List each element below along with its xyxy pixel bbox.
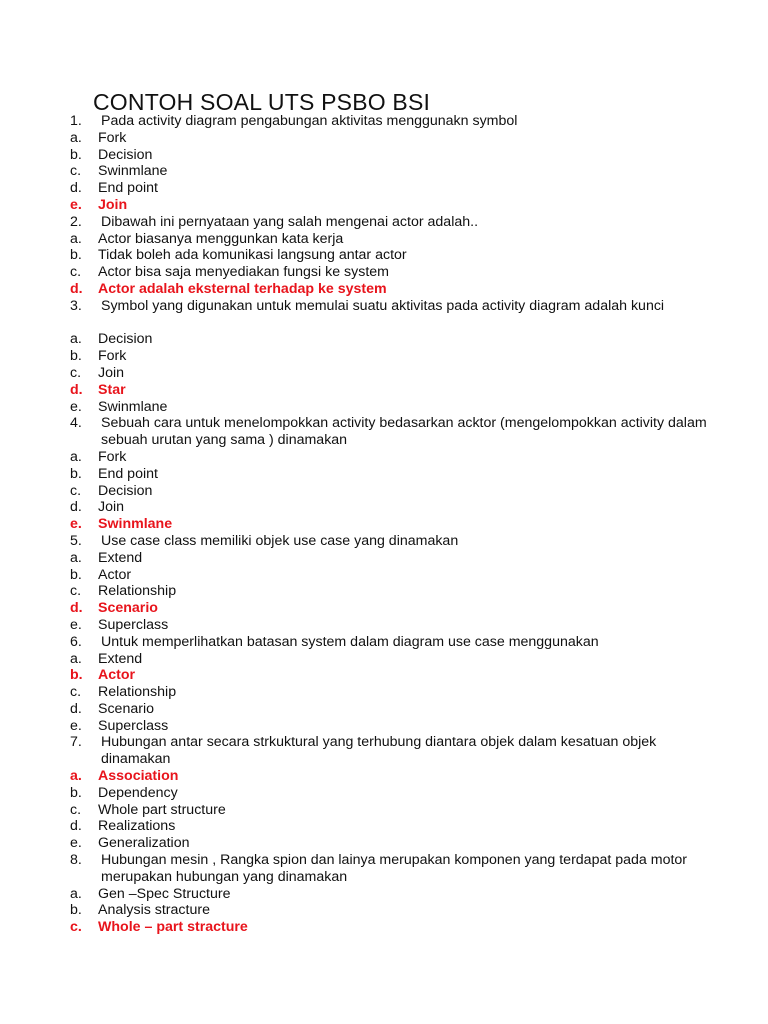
question-1-option-b [70, 147, 710, 164]
option-letter: c. [70, 364, 82, 381]
question-number: 8. [70, 852, 82, 869]
option-letter: b. [70, 348, 82, 365]
question-8-option-a [70, 886, 710, 903]
option-text: Whole part structure [98, 801, 226, 818]
question-number: 1. [70, 113, 82, 129]
option-letter: a. [70, 448, 82, 465]
option-letter: c. [70, 482, 82, 499]
answer-text: Join [98, 196, 128, 213]
question-7-option-b [70, 785, 710, 802]
question-1 [70, 113, 710, 130]
option-text: Gen –Spec Structure [98, 885, 231, 902]
question-4-answer-e [70, 516, 710, 533]
option-letter: a. [70, 768, 82, 785]
option-letter: b. [70, 784, 82, 801]
question-1-option-c [70, 163, 710, 180]
option-text: Scenario [98, 700, 154, 717]
question-3-option-b [70, 348, 710, 365]
answer-text: Whole – part stracture [98, 919, 248, 936]
option-letter: a. [70, 331, 82, 348]
option-text: Generalization [98, 835, 190, 852]
question-text: Symbol yang digunakan untuk memulai suatu aktivitas pada activity diagram adalah kunci [101, 297, 665, 314]
question-5-option-e [70, 617, 710, 634]
question-5-answer-d [70, 600, 710, 617]
question-5-option-a [70, 550, 710, 567]
option-text: Analysis stracture [98, 902, 210, 919]
question-7-answer-a [70, 768, 710, 785]
question-text: Use case class memiliki objek use case yang dinamakan [101, 532, 459, 549]
option-letter: e. [70, 196, 82, 213]
option-letter: d. [70, 600, 83, 617]
option-text: Tidak boleh ada komunikasi langsung antar actor [98, 247, 407, 264]
question-7 [70, 734, 710, 768]
answer-text: Association [98, 768, 179, 785]
question-3-option-e [70, 399, 710, 416]
question-3-answer-d [70, 382, 710, 399]
option-letter: a. [70, 885, 82, 902]
option-text: Decision [98, 146, 153, 163]
option-text: Extend [98, 650, 143, 667]
question-text: Hubungan mesin , Rangka spion dan lainya merupakan komponen yang terdapat pada motor merupakan hubungan yang dinamakan [101, 852, 688, 885]
question-4-option-b [70, 466, 710, 483]
option-letter: a. [70, 549, 82, 566]
question-5-option-c [70, 583, 710, 600]
document-title: CONTOH SOAL UTS PSBO BSI [93, 89, 431, 115]
option-text: Relationship [98, 583, 177, 600]
question-4-option-d [70, 499, 710, 516]
option-text: Decision [98, 482, 153, 499]
answer-text: Actor adalah eksternal terhadap ke system [98, 280, 387, 297]
option-text: Join [98, 499, 125, 516]
option-letter: a. [70, 650, 82, 667]
question-number: 2. [70, 213, 82, 230]
option-text: Swinmlane [98, 398, 168, 415]
question-number: 5. [70, 532, 82, 549]
question-3-option-c [70, 365, 710, 382]
question-6-option-c [70, 684, 710, 701]
question-number: 7. [70, 734, 82, 751]
option-letter: b. [70, 902, 82, 919]
option-letter: d. [70, 700, 82, 717]
option-letter: b. [70, 146, 82, 163]
option-letter: c. [70, 801, 82, 818]
option-text: Extend [98, 549, 143, 566]
option-letter: e. [70, 616, 82, 633]
question-8 [70, 852, 710, 886]
question-8-option-b [70, 902, 710, 919]
question-1-answer-e [70, 197, 710, 214]
option-letter: c. [70, 163, 82, 180]
question-3 [70, 298, 710, 332]
option-text: Join [98, 364, 125, 381]
option-text: Actor [98, 566, 132, 583]
option-letter: e. [70, 717, 82, 734]
question-4 [70, 415, 710, 449]
question-2-option-b [70, 247, 710, 264]
question-4-option-a [70, 449, 710, 466]
question-6 [70, 634, 710, 651]
option-letter: a. [70, 129, 82, 146]
option-text: Superclass [98, 717, 169, 734]
option-text: End point [98, 465, 158, 482]
question-number: 6. [70, 633, 82, 650]
question-7-option-c [70, 802, 710, 819]
question-7-option-e [70, 835, 710, 852]
answer-text: Actor [98, 667, 136, 684]
option-letter: b. [70, 465, 82, 482]
question-1-option-a [70, 130, 710, 147]
option-text: Actor bisa saja menyediakan fungsi ke system [98, 264, 389, 281]
option-letter: e. [70, 516, 82, 533]
option-text: Fork [98, 448, 127, 465]
question-text: Sebuah cara untuk menelompokkan activity bedasarkan acktor (mengelompokkan activity dalam sebuah urutan yang sama ) dinamakan [101, 415, 707, 449]
question-6-option-d [70, 701, 710, 718]
option-letter: c. [70, 583, 82, 600]
question-number: 3. [70, 297, 82, 314]
question-2-option-c [70, 264, 710, 281]
option-letter: d. [70, 818, 82, 835]
option-text: Fork [98, 129, 127, 146]
option-letter: d. [70, 499, 82, 516]
option-text: Realizations [98, 818, 176, 835]
option-letter: c. [70, 684, 82, 701]
option-text: Decision [98, 331, 153, 348]
question-6-answer-b [70, 667, 710, 684]
option-text: Relationship [98, 684, 177, 701]
option-text: Swinmlane [98, 163, 168, 180]
option-letter: d. [70, 280, 83, 297]
option-text: Dependency [98, 784, 178, 801]
question-2-answer-d [70, 281, 710, 298]
option-letter: e. [70, 398, 82, 415]
option-letter: b. [70, 667, 83, 684]
option-text: Superclass [98, 616, 169, 633]
question-2 [70, 214, 710, 231]
question-6-option-a [70, 651, 710, 668]
answer-text: Scenario [98, 600, 158, 617]
question-6-option-e [70, 718, 710, 735]
option-letter: e. [70, 835, 82, 852]
option-letter: d. [70, 381, 83, 398]
question-5 [70, 533, 710, 550]
question-7-option-d [70, 818, 710, 835]
question-5-option-b [70, 567, 710, 584]
answer-text: Star [98, 381, 126, 398]
question-2-option-a [70, 231, 710, 248]
option-letter: b. [70, 247, 82, 264]
option-text: Fork [98, 348, 127, 365]
question-3-option-a [70, 331, 710, 348]
option-letter: c. [70, 919, 82, 936]
option-text: End point [98, 180, 158, 197]
option-letter: c. [70, 264, 82, 281]
question-4-option-c [70, 483, 710, 500]
option-text: Actor biasanya menggunkan kata kerja [98, 230, 344, 247]
question-text: Pada activity diagram pengabungan aktivitas menggunakn symbol [101, 113, 518, 129]
answer-text: Swinmlane [98, 516, 173, 533]
question-1-option-d [70, 180, 710, 197]
option-letter: b. [70, 566, 82, 583]
question-text: Hubungan antar secara strkuktural yang terhubung diantara objek dalam kesatuan objek dinamakan [101, 734, 657, 768]
question-list [70, 113, 710, 936]
question-text: Dibawah ini pernyataan yang salah mengenai actor adalah.. [101, 213, 479, 230]
question-8-answer-c [70, 919, 710, 936]
option-letter: a. [70, 230, 82, 247]
question-text: Untuk memperlihatkan batasan system dalam diagram use case menggunakan [101, 633, 599, 650]
option-letter: d. [70, 180, 82, 197]
question-number: 4. [70, 415, 82, 432]
